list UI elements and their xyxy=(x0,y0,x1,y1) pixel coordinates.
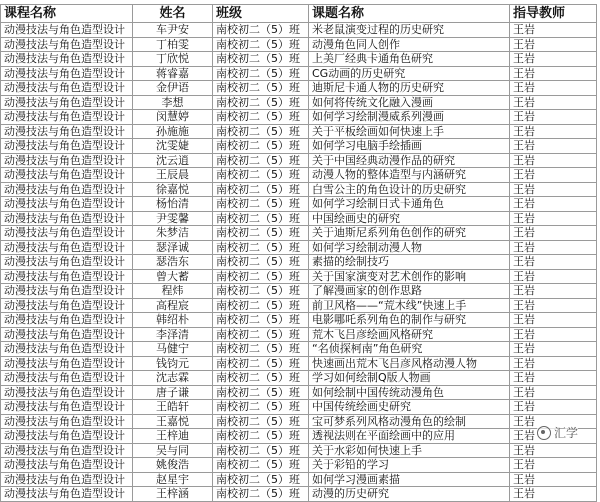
table-row xyxy=(1,356,597,371)
cell-class: 南校初二（5）班 xyxy=(213,400,309,415)
table-row xyxy=(1,342,597,357)
cell-name: 尹雯馨 xyxy=(133,211,213,226)
cell-teacher: 王岩 xyxy=(510,197,597,212)
cell-teacher: 王岩 xyxy=(510,284,597,299)
cell-name: 钱钧元 xyxy=(133,356,213,371)
cell-class: 南校初二（5）班 xyxy=(213,284,309,299)
cell-course: 动漫技法与角色造型设计 xyxy=(1,458,133,473)
cell-topic: 学习如何绘制Q版人物画 xyxy=(309,371,510,386)
cell-class: 南校初二（5）班 xyxy=(213,443,309,458)
cell-topic: 关于平板绘画如何快速上手 xyxy=(309,124,510,139)
table-row xyxy=(1,66,597,81)
cell-topic: 如何学习绘制动漫人物 xyxy=(309,240,510,255)
cell-course: 动漫技法与角色造型设计 xyxy=(1,23,133,38)
cell-class: 南校初二（5）班 xyxy=(213,52,309,67)
cell-course: 动漫技法与角色造型设计 xyxy=(1,429,133,444)
cell-teacher: 王岩 xyxy=(510,327,597,342)
cell-class: 南校初二（5）班 xyxy=(213,153,309,168)
cell-topic: 动漫角色同人创作 xyxy=(309,37,510,52)
cell-name: 丁欣悦 xyxy=(133,52,213,67)
table-row xyxy=(1,472,597,487)
cell-name: 王梓涵 xyxy=(133,487,213,502)
cell-topic: 关于水彩如何快速上手 xyxy=(309,443,510,458)
cell-topic: 荒木飞吕彦绘画风格研究 xyxy=(309,327,510,342)
cell-teacher: 王岩 xyxy=(510,37,597,52)
cell-class: 南校初二（5）班 xyxy=(213,182,309,197)
cell-teacher: 王岩 xyxy=(510,371,597,386)
cell-name: 沈雯婕 xyxy=(133,139,213,154)
cell-class: 南校初二（5）班 xyxy=(213,414,309,429)
cell-teacher: 王岩 xyxy=(510,298,597,313)
cell-teacher: 王岩 xyxy=(510,182,597,197)
cell-course: 动漫技法与角色造型设计 xyxy=(1,139,133,154)
cell-teacher: 王岩 xyxy=(510,139,597,154)
cell-topic: 关于迪斯尼系列角色创作的研究 xyxy=(309,226,510,241)
cell-course: 动漫技法与角色造型设计 xyxy=(1,153,133,168)
cell-topic: 迪斯尼卡通人物的历史研究 xyxy=(309,81,510,96)
cell-name: 韩绍朴 xyxy=(133,313,213,328)
table-row xyxy=(1,110,597,125)
table-row xyxy=(1,168,597,183)
cell-class: 南校初二（5）班 xyxy=(213,327,309,342)
cell-name: 王梓迪 xyxy=(133,429,213,444)
watermark xyxy=(537,424,578,441)
cell-teacher: 王岩 xyxy=(510,255,597,270)
cell-topic: CG动画的历史研究 xyxy=(309,66,510,81)
cell-teacher: 王岩 xyxy=(510,124,597,139)
table-row xyxy=(1,37,597,52)
cell-topic: 如何学习漫画素描 xyxy=(309,472,510,487)
table-row xyxy=(1,458,597,473)
cell-teacher: 王岩 xyxy=(510,472,597,487)
wechat-icon xyxy=(537,426,551,440)
header-topic: 课题名称 xyxy=(309,5,510,23)
table-row xyxy=(1,400,597,415)
cell-name: 赵星宇 xyxy=(133,472,213,487)
cell-class: 南校初二（5）班 xyxy=(213,124,309,139)
cell-class: 南校初二（5）班 xyxy=(213,95,309,110)
cell-topic: 如何学习绘制日式卡通角色 xyxy=(309,197,510,212)
cell-topic: 前卫风格——“荒木线”快速上手 xyxy=(309,298,510,313)
cell-name: 沈志霖 xyxy=(133,371,213,386)
cell-course: 动漫技法与角色造型设计 xyxy=(1,197,133,212)
cell-topic: 了解漫画家的创作思路 xyxy=(309,284,510,299)
table-row xyxy=(1,487,597,502)
cell-name: 姚俊浩 xyxy=(133,458,213,473)
cell-course: 动漫技法与角色造型设计 xyxy=(1,356,133,371)
cell-class: 南校初二（5）班 xyxy=(213,139,309,154)
cell-name: 李泽清 xyxy=(133,327,213,342)
cell-name: 孙施施 xyxy=(133,124,213,139)
cell-course: 动漫技法与角色造型设计 xyxy=(1,385,133,400)
cell-teacher: 王岩 xyxy=(510,226,597,241)
cell-course: 动漫技法与角色造型设计 xyxy=(1,400,133,415)
cell-name: 马健宁 xyxy=(133,342,213,357)
cell-name: 李想 xyxy=(133,95,213,110)
cell-name: 王皓轩 xyxy=(133,400,213,415)
table-row xyxy=(1,139,597,154)
cell-course: 动漫技法与角色造型设计 xyxy=(1,211,133,226)
cell-course: 动漫技法与角色造型设计 xyxy=(1,66,133,81)
cell-class: 南校初二（5）班 xyxy=(213,429,309,444)
cell-teacher: 王岩 xyxy=(510,23,597,38)
cell-teacher: 王岩 xyxy=(510,443,597,458)
cell-class: 南校初二（5）班 xyxy=(213,342,309,357)
table-row xyxy=(1,197,597,212)
cell-class: 南校初二（5）班 xyxy=(213,226,309,241)
cell-class: 南校初二（5）班 xyxy=(213,23,309,38)
cell-topic: 关于彩铅的学习 xyxy=(309,458,510,473)
cell-name: 瑟泽诚 xyxy=(133,240,213,255)
cell-topic: 如何学习电脑手绘插画 xyxy=(309,139,510,154)
cell-teacher: 王岩 xyxy=(510,342,597,357)
cell-class: 南校初二（5）班 xyxy=(213,487,309,502)
cell-name: 曾大蓄 xyxy=(133,269,213,284)
cell-course: 动漫技法与角色造型设计 xyxy=(1,52,133,67)
cell-name: 瑟浩东 xyxy=(133,255,213,270)
cell-teacher: 王岩 xyxy=(510,66,597,81)
table-row xyxy=(1,52,597,67)
cell-name: 车尹安 xyxy=(133,23,213,38)
cell-course: 动漫技法与角色造型设计 xyxy=(1,240,133,255)
table-row xyxy=(1,327,597,342)
cell-class: 南校初二（5）班 xyxy=(213,168,309,183)
cell-topic: 白雪公主的角色设计的历史研究 xyxy=(309,182,510,197)
cell-teacher: 王岩 xyxy=(510,153,597,168)
header-course: 课程名称 xyxy=(1,5,133,23)
table-row xyxy=(1,182,597,197)
cell-topic: 动漫的历史研究 xyxy=(309,487,510,502)
cell-teacher: 王岩 xyxy=(510,313,597,328)
cell-course: 动漫技法与角色造型设计 xyxy=(1,443,133,458)
cell-topic: 素描的绘制技巧 xyxy=(309,255,510,270)
cell-teacher: 王岩 xyxy=(510,211,597,226)
topic-table xyxy=(0,4,597,502)
table-row xyxy=(1,269,597,284)
table-row xyxy=(1,211,597,226)
cell-course: 动漫技法与角色造型设计 xyxy=(1,487,133,502)
table-row xyxy=(1,226,597,241)
cell-class: 南校初二（5）班 xyxy=(213,385,309,400)
cell-name: 朱梦洁 xyxy=(133,226,213,241)
cell-class: 南校初二（5）班 xyxy=(213,472,309,487)
cell-course: 动漫技法与角色造型设计 xyxy=(1,226,133,241)
cell-course: 动漫技法与角色造型设计 xyxy=(1,269,133,284)
cell-course: 动漫技法与角色造型设计 xyxy=(1,371,133,386)
cell-topic: 宝可梦系列风格动漫角色的绘制 xyxy=(309,414,510,429)
table-row xyxy=(1,429,597,444)
cell-class: 南校初二（5）班 xyxy=(213,255,309,270)
cell-course: 动漫技法与角色造型设计 xyxy=(1,182,133,197)
table-row xyxy=(1,371,597,386)
cell-course: 动漫技法与角色造型设计 xyxy=(1,298,133,313)
table-row xyxy=(1,255,597,270)
cell-topic: 中国传统绘画史研究 xyxy=(309,400,510,415)
header-name: 姓名 xyxy=(133,5,213,23)
cell-course: 动漫技法与角色造型设计 xyxy=(1,37,133,52)
cell-topic: 透视法则在平面绘画中的应用 xyxy=(309,429,510,444)
cell-topic: 关于中国经典动漫作品的研究 xyxy=(309,153,510,168)
cell-teacher: 王岩 xyxy=(510,110,597,125)
cell-class: 南校初二（5）班 xyxy=(213,197,309,212)
table-row xyxy=(1,284,597,299)
cell-name: 程炜 xyxy=(133,284,213,299)
cell-teacher: 王岩 xyxy=(510,356,597,371)
cell-teacher: 王岩 xyxy=(510,429,597,444)
table-row xyxy=(1,385,597,400)
cell-course: 动漫技法与角色造型设计 xyxy=(1,124,133,139)
cell-topic: “名侦探柯南”角色研究 xyxy=(309,342,510,357)
cell-name: 徐嘉悦 xyxy=(133,182,213,197)
cell-teacher: 王岩 xyxy=(510,269,597,284)
cell-class: 南校初二（5）班 xyxy=(213,458,309,473)
cell-class: 南校初二（5）班 xyxy=(213,298,309,313)
cell-class: 南校初二（5）班 xyxy=(213,37,309,52)
cell-course: 动漫技法与角色造型设计 xyxy=(1,327,133,342)
table-row xyxy=(1,443,597,458)
cell-teacher: 王岩 xyxy=(510,458,597,473)
cell-topic: 米老鼠演变过程的历史研究 xyxy=(309,23,510,38)
cell-name: 吴与同 xyxy=(133,443,213,458)
cell-teacher: 王岩 xyxy=(510,400,597,415)
cell-name: 王嘉悦 xyxy=(133,414,213,429)
header-teacher: 指导教师 xyxy=(510,5,597,23)
cell-class: 南校初二（5）班 xyxy=(213,313,309,328)
cell-course: 动漫技法与角色造型设计 xyxy=(1,110,133,125)
cell-course: 动漫技法与角色造型设计 xyxy=(1,313,133,328)
table-row xyxy=(1,81,597,96)
cell-class: 南校初二（5）班 xyxy=(213,66,309,81)
cell-name: 唐子谦 xyxy=(133,385,213,400)
cell-topic: 动漫人物的整体造型与内涵研究 xyxy=(309,168,510,183)
cell-name: 沈云逍 xyxy=(133,153,213,168)
cell-topic: 如何学习绘制漫威系列漫画 xyxy=(309,110,510,125)
cell-class: 南校初二（5）班 xyxy=(213,211,309,226)
table-body xyxy=(1,23,597,502)
cell-name: 高程宸 xyxy=(133,298,213,313)
table-row xyxy=(1,95,597,110)
cell-class: 南校初二（5）班 xyxy=(213,269,309,284)
cell-name: 蒋睿嘉 xyxy=(133,66,213,81)
cell-topic: 如何绘制中国传统动漫角色 xyxy=(309,385,510,400)
cell-name: 闵慧婷 xyxy=(133,110,213,125)
cell-name: 丁柏雯 xyxy=(133,37,213,52)
cell-course: 动漫技法与角色造型设计 xyxy=(1,472,133,487)
watermark-text: 汇学 xyxy=(553,426,578,440)
cell-class: 南校初二（5）班 xyxy=(213,81,309,96)
header-class: 班级 xyxy=(213,5,309,23)
cell-course: 动漫技法与角色造型设计 xyxy=(1,95,133,110)
table-row xyxy=(1,153,597,168)
cell-topic: 电影哪吒系列角色的制作与研究 xyxy=(309,313,510,328)
cell-class: 南校初二（5）班 xyxy=(213,371,309,386)
cell-course: 动漫技法与角色造型设计 xyxy=(1,342,133,357)
cell-course: 动漫技法与角色造型设计 xyxy=(1,168,133,183)
table-row xyxy=(1,124,597,139)
cell-class: 南校初二（5）班 xyxy=(213,110,309,125)
cell-topic: 关于国家演变对艺术创作的影响 xyxy=(309,269,510,284)
cell-course: 动漫技法与角色造型设计 xyxy=(1,81,133,96)
cell-name: 杨怡清 xyxy=(133,197,213,212)
cell-course: 动漫技法与角色造型设计 xyxy=(1,414,133,429)
table-row xyxy=(1,23,597,38)
cell-teacher: 王岩 xyxy=(510,95,597,110)
cell-name: 王辰晨 xyxy=(133,168,213,183)
cell-class: 南校初二（5）班 xyxy=(213,240,309,255)
table-row xyxy=(1,313,597,328)
cell-teacher: 王岩 xyxy=(510,52,597,67)
cell-teacher: 王岩 xyxy=(510,414,597,429)
cell-teacher: 王岩 xyxy=(510,240,597,255)
cell-teacher: 王岩 xyxy=(510,487,597,502)
cell-teacher: 王岩 xyxy=(510,168,597,183)
cell-topic: 快速画出荒木飞吕彦风格动漫人物 xyxy=(309,356,510,371)
table-row xyxy=(1,298,597,313)
table-row xyxy=(1,240,597,255)
cell-topic: 上美厂经典卡通角色研究 xyxy=(309,52,510,67)
cell-topic: 中国绘画史的研究 xyxy=(309,211,510,226)
table-header-row xyxy=(1,5,597,23)
cell-topic: 如何将传统文化融入漫画 xyxy=(309,95,510,110)
cell-course: 动漫技法与角色造型设计 xyxy=(1,255,133,270)
cell-teacher: 王岩 xyxy=(510,81,597,96)
cell-name: 金伊语 xyxy=(133,81,213,96)
table-row xyxy=(1,414,597,429)
cell-class: 南校初二（5）班 xyxy=(213,356,309,371)
cell-teacher: 王岩 xyxy=(510,385,597,400)
cell-course: 动漫技法与角色造型设计 xyxy=(1,284,133,299)
